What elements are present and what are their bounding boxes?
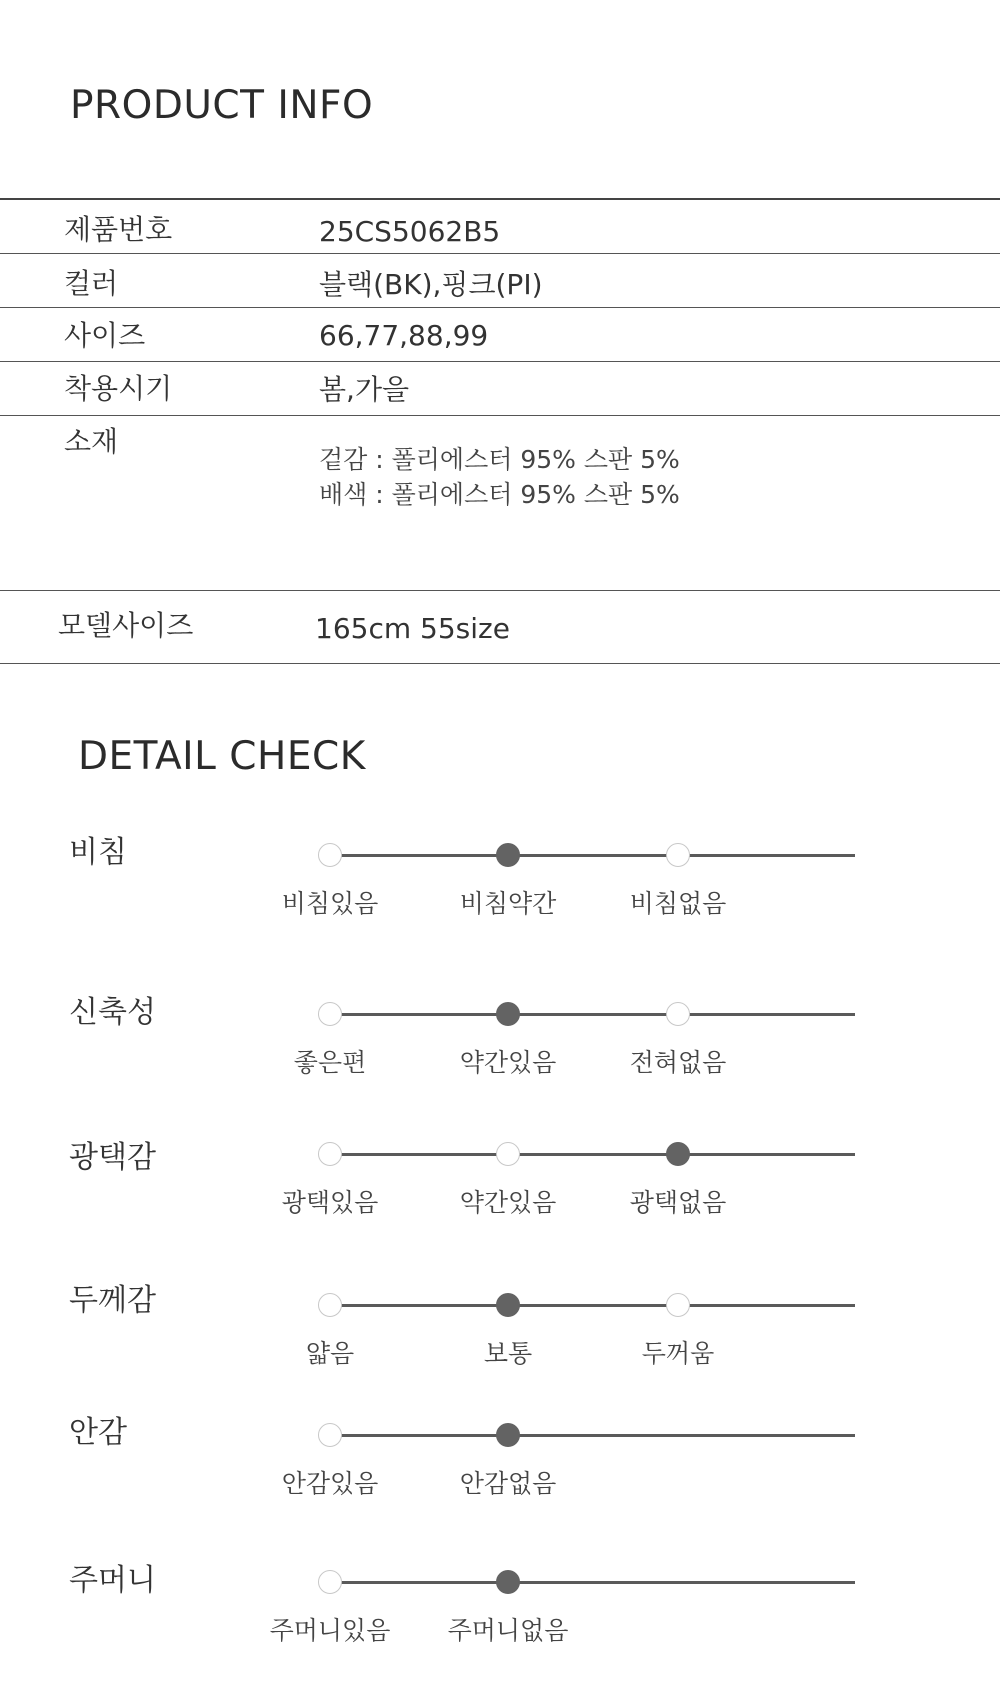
scale-track bbox=[330, 1581, 855, 1584]
scale-track bbox=[330, 854, 855, 857]
scale-dot bbox=[666, 843, 690, 867]
scale-dot-selected bbox=[496, 1293, 520, 1317]
row-divider bbox=[0, 253, 1000, 254]
scale-option-label: 주머니있음 bbox=[269, 1616, 391, 1645]
scale-dot-selected bbox=[496, 843, 520, 867]
scale-option-label: 약간있음 bbox=[459, 1048, 557, 1077]
scale-option-label: 안감없음 bbox=[459, 1469, 557, 1498]
scale-option-label: 주머니없음 bbox=[447, 1616, 569, 1645]
info-label: 착용시기 bbox=[64, 372, 173, 405]
detail-label: 두께감 bbox=[69, 1283, 156, 1318]
scale-option-label: 광택없음 bbox=[629, 1188, 727, 1217]
info-value: 봄,가을 bbox=[319, 373, 410, 406]
scale-option-label: 얇음 bbox=[305, 1339, 355, 1368]
info-label: 모델사이즈 bbox=[58, 609, 194, 642]
info-label: 사이즈 bbox=[64, 319, 146, 352]
scale-option-label: 두꺼움 bbox=[641, 1339, 715, 1368]
scale-track bbox=[330, 1013, 855, 1016]
info-label: 컬러 bbox=[64, 267, 119, 300]
material-line: 배색 : 폴리에스터 95% 스판 5% bbox=[319, 480, 680, 509]
scale-option-label: 광택있음 bbox=[281, 1188, 379, 1217]
scale-dot bbox=[318, 1423, 342, 1447]
scale-dot bbox=[666, 1002, 690, 1026]
scale-dot-selected bbox=[666, 1142, 690, 1166]
scale-option-label: 비침있음 bbox=[281, 889, 379, 918]
scale-track bbox=[330, 1153, 855, 1156]
scale-dot bbox=[318, 1570, 342, 1594]
scale-dot bbox=[318, 1142, 342, 1166]
scale-dot bbox=[666, 1293, 690, 1317]
detail-check-title: DETAIL CHECK bbox=[78, 734, 366, 779]
info-value: 25CS5062B5 bbox=[319, 215, 501, 248]
product-info-title: PRODUCT INFO bbox=[70, 83, 374, 128]
info-value: 블랙(BK),핑크(PI) bbox=[319, 268, 543, 301]
scale-option-label: 비침약간 bbox=[459, 889, 557, 918]
detail-label: 주머니 bbox=[69, 1563, 156, 1598]
row-divider bbox=[0, 307, 1000, 308]
row-divider bbox=[0, 415, 1000, 416]
scale-dot bbox=[496, 1142, 520, 1166]
row-divider bbox=[0, 590, 1000, 591]
scale-dot-selected bbox=[496, 1570, 520, 1594]
scale-option-label: 보통 bbox=[483, 1339, 533, 1368]
table-bottom-border bbox=[0, 663, 1000, 664]
row-divider bbox=[0, 361, 1000, 362]
detail-label: 안감 bbox=[69, 1415, 127, 1450]
scale-track bbox=[330, 1434, 855, 1437]
scale-dot-selected bbox=[496, 1002, 520, 1026]
scale-option-label: 좋은편 bbox=[293, 1048, 367, 1077]
scale-dot bbox=[318, 1002, 342, 1026]
material-line: 겉감 : 폴리에스터 95% 스판 5% bbox=[319, 445, 680, 474]
detail-label: 비침 bbox=[69, 835, 127, 870]
detail-label: 신축성 bbox=[69, 995, 156, 1030]
scale-option-label: 전혀없음 bbox=[629, 1048, 727, 1077]
scale-option-label: 약간있음 bbox=[459, 1188, 557, 1217]
scale-dot bbox=[318, 843, 342, 867]
scale-track bbox=[330, 1304, 855, 1307]
info-label: 소재 bbox=[64, 425, 119, 458]
detail-label: 광택감 bbox=[69, 1140, 156, 1175]
info-value: 66,77,88,99 bbox=[319, 319, 489, 352]
info-label: 제품번호 bbox=[64, 213, 173, 246]
scale-option-label: 비침없음 bbox=[629, 889, 727, 918]
info-value: 165cm 55size bbox=[315, 612, 510, 645]
scale-dot-selected bbox=[496, 1423, 520, 1447]
scale-dot bbox=[318, 1293, 342, 1317]
scale-option-label: 안감있음 bbox=[281, 1469, 379, 1498]
table-top-border bbox=[0, 198, 1000, 200]
